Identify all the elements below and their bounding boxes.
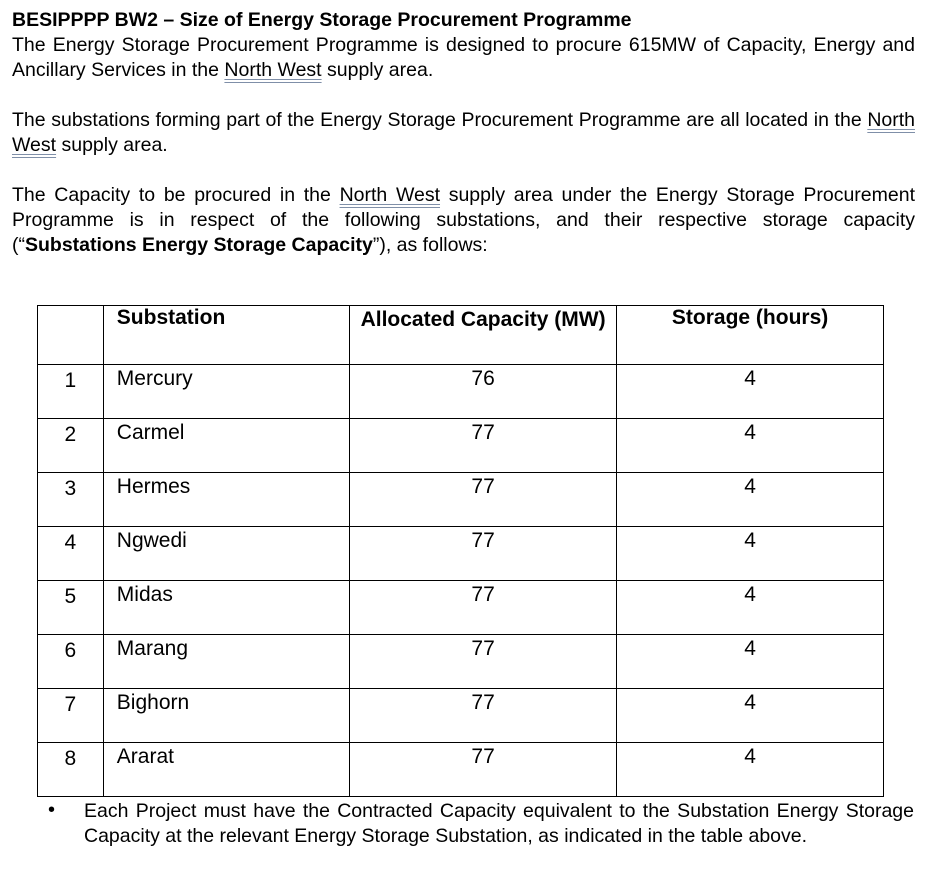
substation-capacity-table bbox=[37, 305, 884, 797]
table-row bbox=[38, 527, 884, 581]
storage-hours: 4 bbox=[617, 689, 884, 743]
table-header-row bbox=[38, 306, 884, 365]
storage-hours: 4 bbox=[617, 365, 884, 419]
table-row bbox=[38, 635, 884, 689]
substation-name: Midas bbox=[103, 581, 349, 635]
substation-name: Carmel bbox=[103, 419, 349, 473]
paragraph-substations-location bbox=[12, 108, 915, 158]
substation-name: Hermes bbox=[103, 473, 349, 527]
storage-hours: 4 bbox=[617, 635, 884, 689]
row-number: 3 bbox=[38, 473, 104, 527]
allocated-capacity: 77 bbox=[350, 527, 617, 581]
substation-name: Ngwedi bbox=[103, 527, 349, 581]
region-link[interactable]: North West bbox=[12, 109, 915, 156]
document-body bbox=[12, 8, 915, 258]
header-substation: Substation bbox=[103, 306, 349, 365]
paragraph-text: The Capacity to be procured in the bbox=[12, 184, 340, 206]
header-number bbox=[38, 306, 104, 365]
storage-hours: 4 bbox=[617, 581, 884, 635]
region-link[interactable]: North West bbox=[224, 59, 322, 81]
table-row bbox=[38, 473, 884, 527]
allocated-capacity: 76 bbox=[350, 365, 617, 419]
defined-term: Substations Energy Storage Capacity bbox=[25, 234, 373, 256]
allocated-capacity: 77 bbox=[350, 473, 617, 527]
allocated-capacity: 77 bbox=[350, 743, 617, 797]
paragraph-text: supply area. bbox=[321, 59, 434, 81]
paragraph-programme-size bbox=[12, 33, 915, 83]
paragraph-text: supply area. bbox=[56, 134, 168, 156]
allocated-capacity: 77 bbox=[350, 689, 617, 743]
header-allocated-capacity: Allocated Capacity (MW) bbox=[350, 306, 617, 365]
paragraph-text: The substations forming part of the Energy Storage Procurement Programme are all located in the bbox=[12, 109, 868, 131]
paragraph-text: supply area under the Energy Storage Procurement Programme is in respect of the following substations, and their respective storage capacity (“ bbox=[12, 184, 915, 256]
storage-hours: 4 bbox=[617, 743, 884, 797]
substation-name: Bighorn bbox=[103, 689, 349, 743]
storage-hours: 4 bbox=[617, 473, 884, 527]
region-link[interactable]: North West bbox=[339, 184, 441, 206]
header-storage-hours: Storage (hours) bbox=[617, 306, 884, 365]
table-row bbox=[38, 743, 884, 797]
paragraph-capacity-intro bbox=[12, 183, 915, 258]
row-number: 7 bbox=[38, 689, 104, 743]
row-number: 5 bbox=[38, 581, 104, 635]
allocated-capacity: 77 bbox=[350, 581, 617, 635]
table-row bbox=[38, 581, 884, 635]
paragraph-text: ”), as follows: bbox=[372, 234, 488, 256]
bullet-icon: • bbox=[48, 799, 56, 821]
substation-name: Mercury bbox=[103, 365, 349, 419]
substation-name: Ararat bbox=[103, 743, 349, 797]
allocated-capacity: 77 bbox=[350, 419, 617, 473]
storage-hours: 4 bbox=[617, 419, 884, 473]
row-number: 2 bbox=[38, 419, 104, 473]
row-number: 1 bbox=[38, 365, 104, 419]
bullet-text: Each Project must have the Contracted Capacity equivalent to the Substation Energy Storage Capacity at the relevant Energy Storage Substation, as indicated in the table above. bbox=[84, 800, 914, 847]
table-row bbox=[38, 419, 884, 473]
table-body bbox=[38, 365, 884, 797]
paragraph-text: The Energy Storage Procurement Programme is designed to procure 615MW of Capacity, Energy and Ancillary Services in the bbox=[12, 34, 915, 81]
section-heading: BESIPPPP BW2 – Size of Energy Storage Procurement Programme bbox=[12, 9, 632, 31]
table-row bbox=[38, 365, 884, 419]
row-number: 6 bbox=[38, 635, 104, 689]
row-number: 8 bbox=[38, 743, 104, 797]
storage-hours: 4 bbox=[617, 527, 884, 581]
row-number: 4 bbox=[38, 527, 104, 581]
table-row bbox=[38, 689, 884, 743]
allocated-capacity: 77 bbox=[350, 635, 617, 689]
substation-name: Marang bbox=[103, 635, 349, 689]
